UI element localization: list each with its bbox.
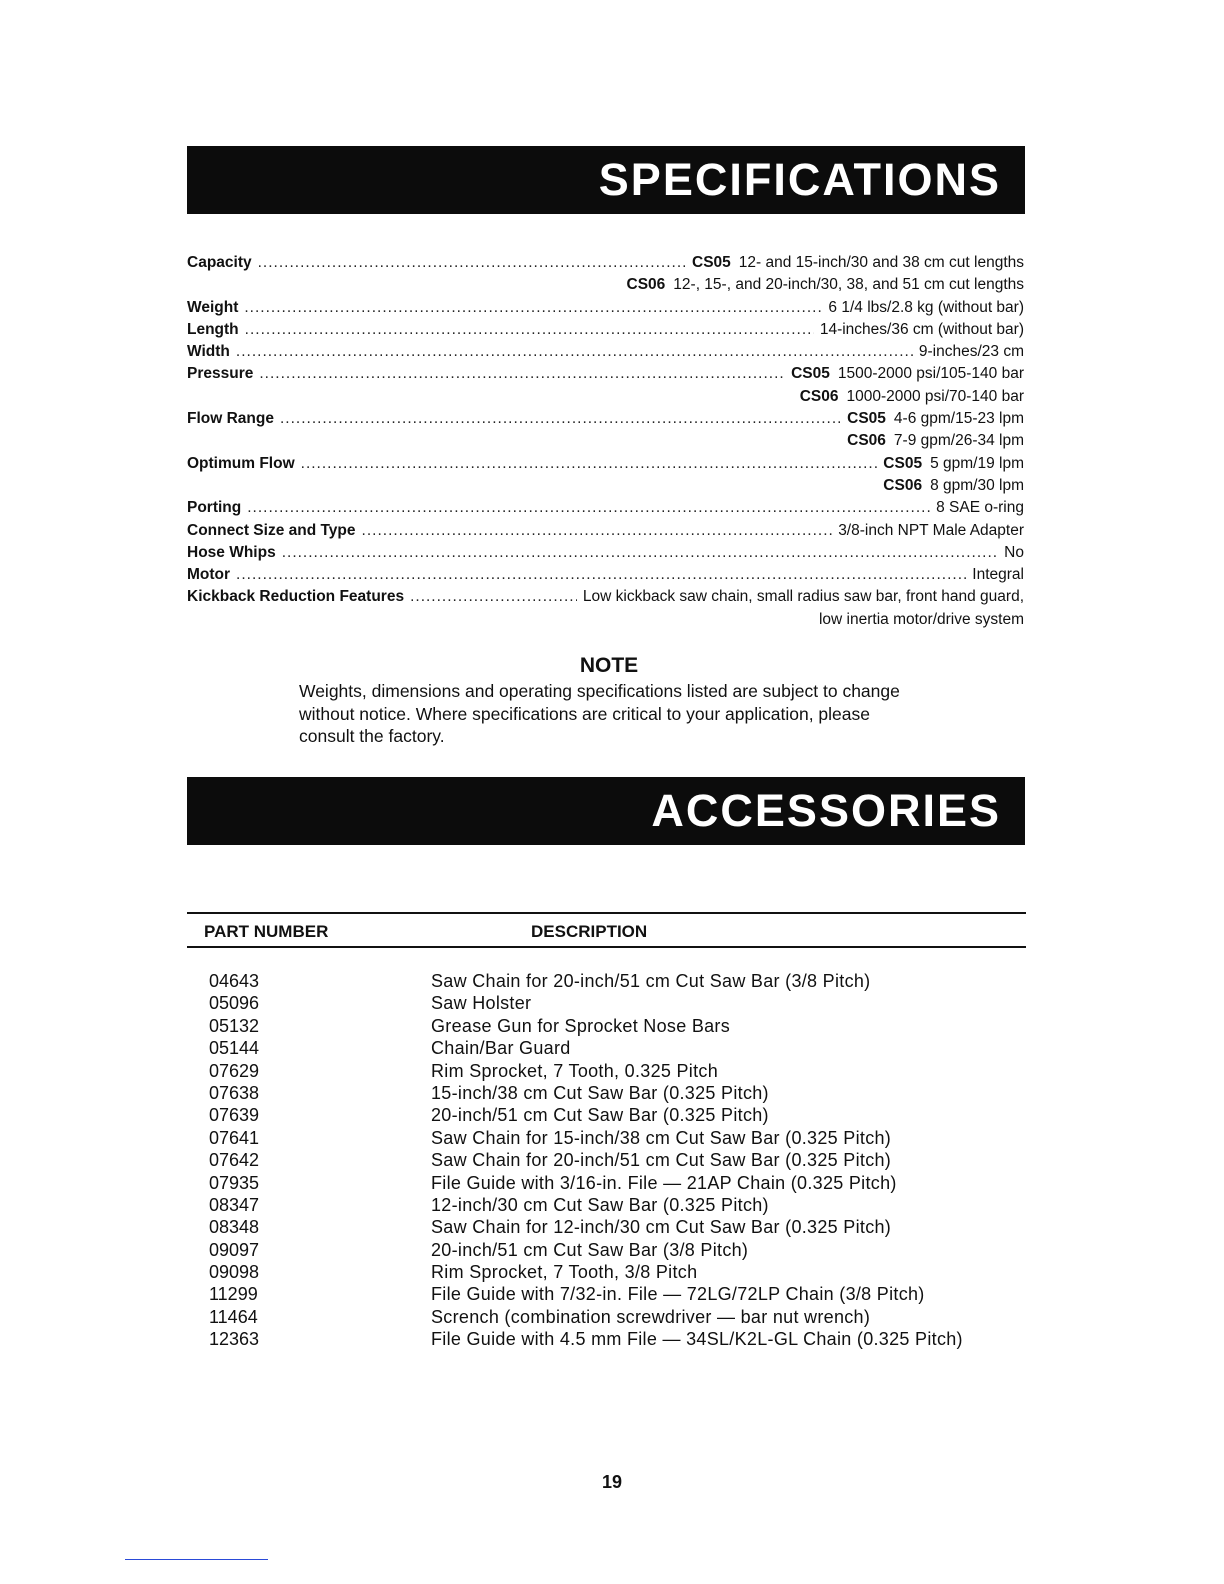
accessory-row xyxy=(187,1037,1026,1059)
spec-value xyxy=(577,586,1024,608)
note-title: NOTE xyxy=(579,654,639,677)
spec-value-text: 1000-2000 psi/70-140 bar xyxy=(846,387,1024,405)
spec-value-text: 1500-2000 psi/105-140 bar xyxy=(837,365,1024,383)
spec-label: Pressure xyxy=(187,365,254,383)
spec-value-text: Integral xyxy=(972,566,1024,584)
spec-value-text: 12-, 15-, and 20-inch/30, 38, and 51 cm cut lengths xyxy=(673,276,1024,294)
part-number: 05132 xyxy=(209,1015,260,1036)
part-description: File Guide with 4.5 mm File — 34SL/K2L-GL Chain (0.325 Pitch) xyxy=(431,1329,963,1350)
footer-rule xyxy=(125,1559,268,1560)
accessory-row xyxy=(187,1015,1026,1037)
accessory-row xyxy=(187,1104,1026,1126)
spec-value-text: 6 1/4 lbs/2.8 kg (without bar) xyxy=(828,298,1024,316)
part-number: 08348 xyxy=(209,1217,260,1238)
spec-value xyxy=(621,274,1024,296)
spec-value-text: 4-6 gpm/15-23 lpm xyxy=(893,410,1024,428)
spec-line xyxy=(187,609,1024,631)
spec-label: Motor xyxy=(187,566,231,584)
spec-line xyxy=(187,297,1024,319)
spec-line xyxy=(187,319,1024,341)
accessory-row xyxy=(187,1127,1026,1149)
spec-value-text: low inertia motor/drive system xyxy=(818,610,1024,628)
accessories-title: ACCESSORIES xyxy=(651,785,1001,836)
spec-line xyxy=(187,408,1024,430)
spec-model: CS06 xyxy=(883,476,923,494)
part-description: 20-inch/51 cm Cut Saw Bar (0.325 Pitch) xyxy=(431,1105,769,1126)
accessory-row xyxy=(187,1261,1026,1283)
spec-value-text: 8 gpm/30 lpm xyxy=(930,476,1024,494)
part-description: 20-inch/51 cm Cut Saw Bar (3/8 Pitch) xyxy=(431,1239,749,1260)
accessory-row xyxy=(187,1082,1026,1104)
part-number: 05096 xyxy=(209,993,260,1014)
part-number: 04643 xyxy=(209,971,260,991)
part-description: 15-inch/38 cm Cut Saw Bar (0.325 Pitch) xyxy=(431,1082,769,1103)
spec-value-text: 14-inches/36 cm (without bar) xyxy=(819,320,1024,338)
spec-line xyxy=(187,586,1024,608)
accessory-row xyxy=(187,1328,1026,1350)
spec-label: Weight xyxy=(187,298,239,316)
part-number: 08347 xyxy=(209,1194,260,1215)
part-number: 07641 xyxy=(209,1127,260,1148)
dot-leader xyxy=(245,319,814,341)
spec-label: Porting xyxy=(187,499,242,517)
specifications-title: SPECIFICATIONS xyxy=(598,154,1001,205)
accessory-row xyxy=(187,970,1026,992)
dot-leader xyxy=(280,408,841,430)
part-number: 07638 xyxy=(209,1082,260,1103)
spec-label: Capacity xyxy=(187,254,252,271)
spec-line xyxy=(187,386,1024,408)
spec-model: CS05 xyxy=(883,454,923,472)
dot-leader xyxy=(362,520,833,542)
spec-model: CS05 xyxy=(847,410,886,428)
spec-value-text: 9-inches/23 cm xyxy=(918,343,1024,361)
spec-value xyxy=(785,363,1024,385)
part-description: Saw Chain for 12-inch/30 cm Cut Saw Bar (0.325 Pitch) xyxy=(431,1217,892,1238)
dot-leader xyxy=(247,497,930,519)
dot-leader xyxy=(244,297,822,319)
spec-value-text: 7-9 gpm/26-34 lpm xyxy=(893,432,1024,450)
spec-line xyxy=(187,564,1024,586)
part-number: 12363 xyxy=(209,1329,260,1350)
spec-line xyxy=(187,341,1024,363)
dot-leader xyxy=(301,453,878,475)
spec-label: Connect Size and Type xyxy=(187,521,356,539)
accessory-row xyxy=(187,1306,1026,1328)
spec-label: Hose Whips xyxy=(187,543,276,561)
spec-model: CS06 xyxy=(626,276,666,294)
spec-value-text: Low kickback saw chain, small radius saw bar, front hand guard, xyxy=(582,588,1024,606)
part-description: Scrench (combination screwdriver — bar nut wrench) xyxy=(431,1306,871,1327)
accessory-row xyxy=(187,1194,1026,1216)
spec-value xyxy=(877,475,1024,497)
part-description: Saw Holster xyxy=(431,993,532,1014)
accessories-table-header xyxy=(187,912,1026,948)
spec-label: Length xyxy=(187,320,239,338)
spec-line xyxy=(187,430,1024,452)
spec-label: Kickback Reduction Features xyxy=(187,588,405,606)
part-number: 07629 xyxy=(209,1060,260,1081)
spec-value xyxy=(832,520,1024,542)
accessory-row xyxy=(187,1216,1026,1238)
spec-value xyxy=(813,609,1024,631)
accessory-row xyxy=(187,992,1026,1014)
spec-value xyxy=(913,341,1024,363)
part-description: Saw Chain for 20-inch/51 cm Cut Saw Bar (3/8 Pitch) xyxy=(431,971,871,991)
spec-line xyxy=(187,475,1024,497)
part-description: File Guide with 3/16-in. File — 21AP Chain (0.325 Pitch) xyxy=(431,1172,897,1193)
spec-label: Optimum Flow xyxy=(187,454,295,472)
spec-value xyxy=(686,252,1024,274)
accessories-table xyxy=(187,912,1026,1351)
note-section xyxy=(299,654,929,748)
spec-model: CS06 xyxy=(799,387,839,405)
spec-line xyxy=(187,453,1024,475)
part-description: 12-inch/30 cm Cut Saw Bar (0.325 Pitch) xyxy=(431,1194,769,1215)
spec-value xyxy=(998,542,1024,564)
dot-leader xyxy=(236,341,913,363)
spec-value xyxy=(841,430,1024,452)
accessory-row xyxy=(187,1149,1026,1171)
spec-model: CS05 xyxy=(791,365,830,383)
spec-value xyxy=(966,564,1024,586)
part-description: Rim Sprocket, 7 Tooth, 0.325 Pitch xyxy=(431,1060,719,1081)
spec-value xyxy=(822,297,1024,319)
spec-label: Width xyxy=(187,343,230,361)
spec-line xyxy=(187,274,1024,296)
note-body: Weights, dimensions and operating specifications listed are subject to change without notice. Where specifications are critical to your application, please consult the factory. xyxy=(299,681,900,746)
specifications-list xyxy=(187,252,1024,631)
part-description: Saw Chain for 20-inch/51 cm Cut Saw Bar (0.325 Pitch) xyxy=(431,1150,892,1171)
spec-line xyxy=(187,520,1024,542)
accessory-row xyxy=(187,1172,1026,1194)
accessory-row xyxy=(187,1239,1026,1261)
part-description: Saw Chain for 15-inch/38 cm Cut Saw Bar (0.325 Pitch) xyxy=(431,1127,892,1148)
accessory-row xyxy=(187,1283,1026,1305)
spec-line xyxy=(187,497,1024,519)
part-description: Rim Sprocket, 7 Tooth, 3/8 Pitch xyxy=(431,1262,698,1283)
part-number: 07639 xyxy=(209,1105,260,1126)
spec-value-text: 3/8-inch NPT Male Adapter xyxy=(838,521,1024,539)
spec-value-text: No xyxy=(1004,543,1024,561)
accessories-banner xyxy=(187,777,1025,845)
spec-value xyxy=(814,319,1024,341)
description-header: DESCRIPTION xyxy=(531,922,648,941)
spec-value-text: 5 gpm/19 lpm xyxy=(930,454,1024,472)
part-description: Grease Gun for Sprocket Nose Bars xyxy=(431,1015,731,1036)
spec-model: CS05 xyxy=(692,254,731,271)
part-description: File Guide with 7/32-in. File — 72LG/72LP Chain (3/8 Pitch) xyxy=(431,1284,925,1305)
part-number: 09097 xyxy=(209,1239,260,1260)
spec-value xyxy=(794,386,1024,408)
spec-line xyxy=(187,363,1024,385)
spec-line xyxy=(187,542,1024,564)
accessories-rows xyxy=(187,970,1026,1351)
spec-line xyxy=(187,252,1024,274)
part-number: 09098 xyxy=(209,1262,260,1283)
specifications-banner xyxy=(187,146,1025,214)
spec-value-text: 8 SAE o-ring xyxy=(936,499,1024,517)
spec-value-text: 12- and 15-inch/30 and 38 cm cut lengths xyxy=(738,254,1024,271)
part-number: 07935 xyxy=(209,1172,260,1193)
spec-value xyxy=(841,408,1024,430)
dot-leader xyxy=(259,363,785,385)
spec-value xyxy=(930,497,1024,519)
dot-leader xyxy=(236,564,966,586)
spec-value xyxy=(877,453,1024,475)
part-number: 11464 xyxy=(209,1306,258,1327)
part-number: 11299 xyxy=(209,1284,258,1305)
dot-leader xyxy=(282,542,998,564)
spec-label: Flow Range xyxy=(187,410,274,428)
dot-leader xyxy=(410,586,577,608)
dot-leader xyxy=(258,252,686,274)
page-number: 19 xyxy=(601,1472,623,1492)
part-number-header: PART NUMBER xyxy=(204,922,329,941)
part-number: 07642 xyxy=(209,1150,260,1171)
accessory-row xyxy=(187,1060,1026,1082)
part-number: 05144 xyxy=(209,1038,260,1059)
spec-model: CS06 xyxy=(847,432,886,450)
part-description: Chain/Bar Guard xyxy=(431,1038,571,1059)
